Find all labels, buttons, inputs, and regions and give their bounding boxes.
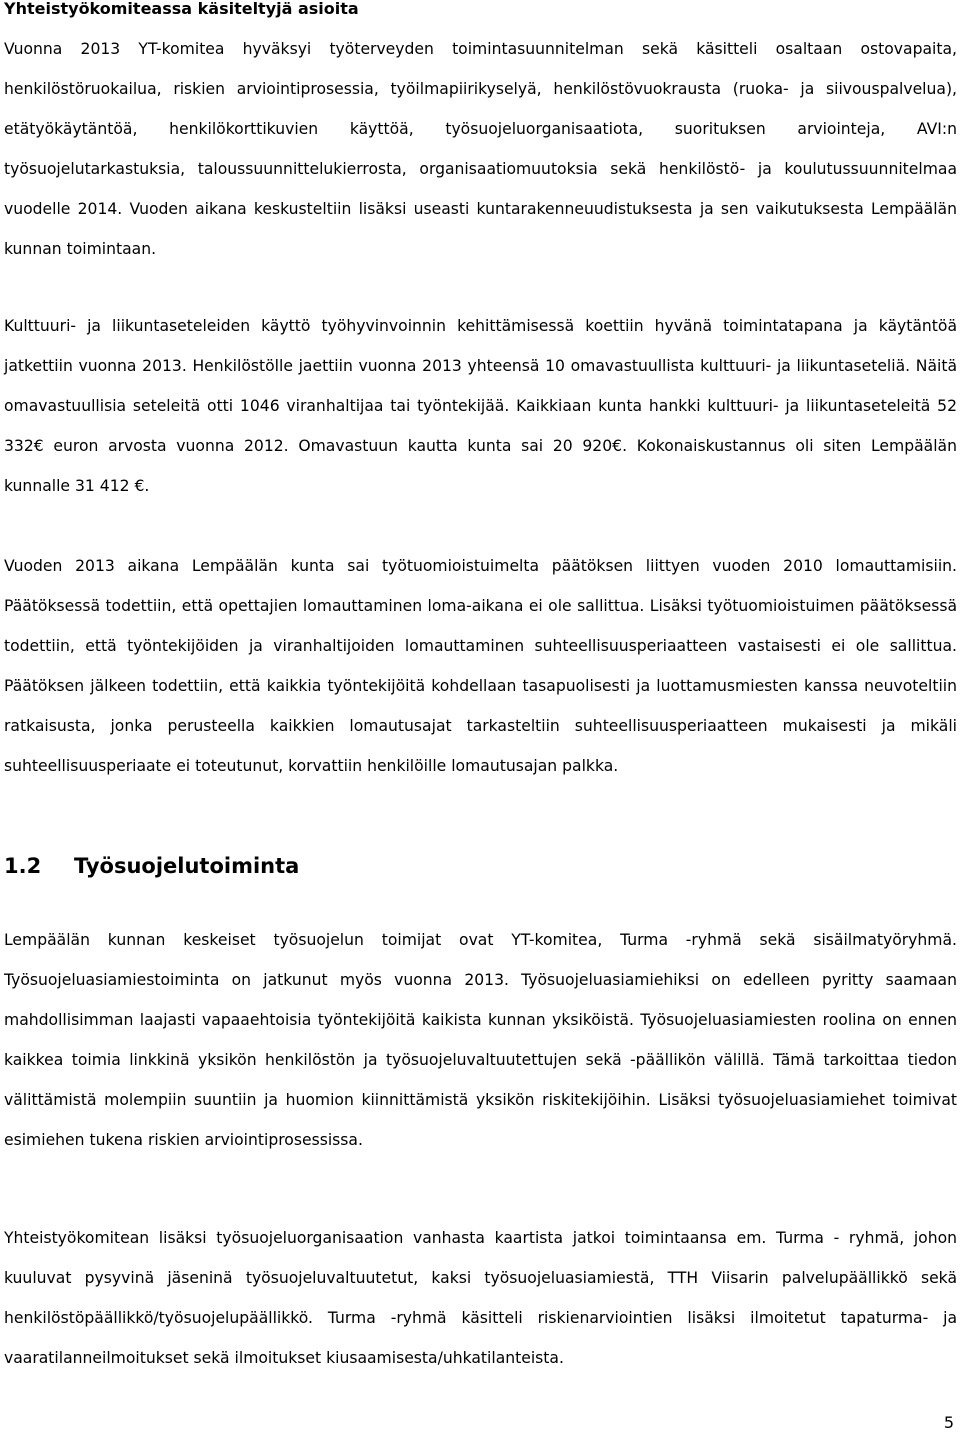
paragraph-kulttuuriseteli: Kulttuuri- ja liikuntaseteleiden käyttö työhyvinvoinnin kehittämisessä koettiin hyvänä toimintatapana ja käytäntöä jatkettiin vuonna 2013. Henkilöstölle jaettiin vuonna 2013 yhteensä 10 omavastuullista kulttuuri- ja liikuntaseteliä. Näitä omavastuullisia seteleitä otti 1046 viranhaltijaa tai työntekijää. Kaikkiaan kunta hankki kulttuuri- ja liikuntaseteleitä 52 332€ euron arvosta vuonna 2012. Omavastuun kautta kunta sai 20 920€. Kokonaiskustannus oli siten Lempäälän kunnalle 31 412 €. (4, 317, 957, 495)
section-title: Työsuojelutoiminta (74, 854, 300, 878)
page-number: 5 (943, 1413, 954, 1432)
paragraph-turma-ryhma: Yhteistyökomitean lisäksi työsuojeluorganisaation vanhasta kaartista jatkoi toimintaansa em. Turma - ryhmä, johon kuuluvat pysyvinä jäseninä työsuojeluvaltuutetut, kaksi työsuojeluasiamiestä, TTH Viisarin palvelupäällikkö sekä henkilöstöpäällikkö/työsuojelupäällikkö. Turma -ryhmä käsitteli riskienarviointien lisäksi ilmoitetut tapaturma- ja vaaratilanneilmoitukset sekä ilmoitukset kiusaamisesta/uhkatilanteista. (4, 1229, 957, 1367)
paragraph-tyosuojelu-toimijat: Lempäälän kunnan keskeiset työsuojelun toimijat ovat YT-komitea, Turma -ryhmä sekä sisäilmatyöryhmä. Työsuojeluasiamiestoiminta on jatkunut myös vuonna 2013. Työsuojeluasiamiehiksi on edelleen pyritty saamaan mahdollisimman laajasti vapaaehtoisia työntekijöitä kaikista kunnan yksiköistä. Työsuojeluasiamiesten roolina on ennen kaikkea toimia linkkinä yksikön henkilöstön ja työsuojeluvaltuutettujen sekä -päällikön välillä. Tämä tarkoittaa tiedon välittämistä molempiin suuntiin ja huomion kiinnittämistä yksikön riskitekijöihin. Lisäksi työsuojeluasiamiehet toimivat esimiehen tukena riskien arviointiprosessissa. (4, 931, 957, 1149)
subheading-yt-asiat: Yhteistyökomiteassa käsiteltyjä asioita (4, 0, 359, 18)
section-heading (4, 852, 299, 880)
section-number: 1.2 (4, 854, 42, 878)
paragraph-tyotuomioistuin: Vuoden 2013 aikana Lempäälän kunta sai työtuomioistuimelta päätöksen liittyen vuoden 2010 lomauttamisiin. Päätöksessä todettiin, että opettajien lomauttaminen loma-aikana ei ole sallittua. Lisäksi työtuomioistuimen päätöksessä todettiin, että työntekijöiden ja viranhaltijoiden lomauttaminen suhteellisuusperiaatteen vastaisesti ei ole sallittua. Päätöksen jälkeen todettiin, että kaikkia työntekijöitä kohdellaan tasapuolisesti ja luottamusmiesten kanssa neuvoteltiin ratkaisusta, jonka perusteella kaikkien lomautusajat tarkasteltiin suhteellisuusperiaatteen mukaisesti ja mikäli suhteellisuusperiaate ei toteutunut, korvattiin henkilöille lomautusajan palkka. (4, 557, 957, 775)
paragraph-yt-komitea: Vuonna 2013 YT-komitea hyväksyi työterveyden toimintasuunnitelman sekä käsitteli osaltaan ostovapaita, henkilöstöruokailua, riskien arviointiprosessia, työilmapiirikyselyä, henkilöstövuokrausta (ruoka- ja siivouspalvelua), etätyökäytäntöä, henkilökorttikuvien käyttöä, työsuojeluorganisaatiota, suorituksen arviointeja, AVI:n työsuojelutarkastuksia, taloussuunnittelukierrosta, organisaatiomuutoksia sekä henkilöstö- ja koulutussuunnitelmaa vuodelle 2014. Vuoden aikana keskusteltiin lisäksi useasti kuntarakenneuudistuksesta ja sen vaikutuksesta Lempäälän kunnan toimintaan. (4, 40, 957, 258)
